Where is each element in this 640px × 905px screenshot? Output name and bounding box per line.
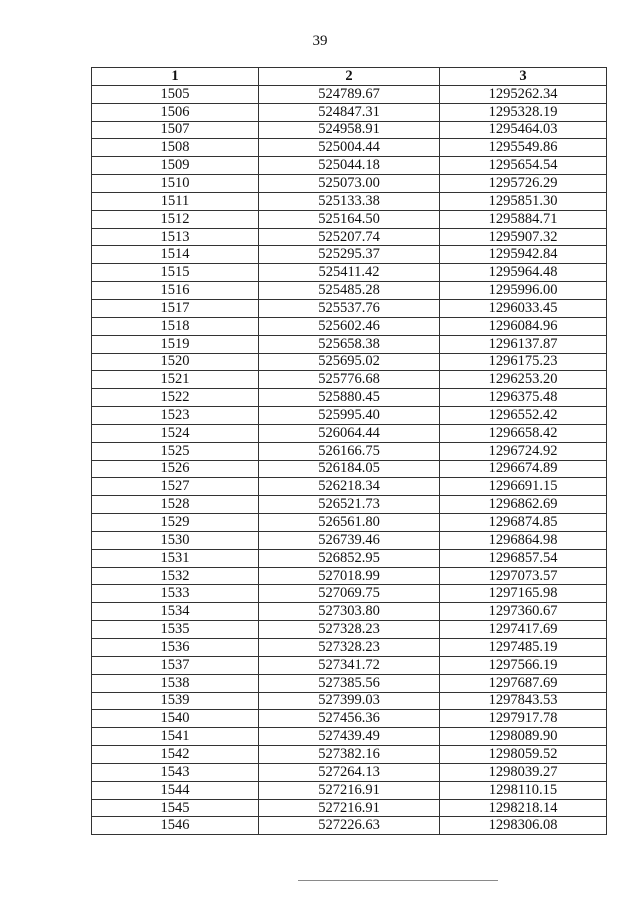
table-row xyxy=(92,299,607,317)
x-coordinate-cell: 525995.40 xyxy=(259,407,440,425)
point-number-cell: 1534 xyxy=(92,603,259,621)
x-coordinate-cell: 525658.38 xyxy=(259,335,440,353)
x-coordinate-cell: 525776.68 xyxy=(259,371,440,389)
x-coordinate-cell: 525164.50 xyxy=(259,210,440,228)
y-coordinate-cell: 1295851.30 xyxy=(440,192,607,210)
y-coordinate-cell: 1297165.98 xyxy=(440,585,607,603)
table-row xyxy=(92,460,607,478)
table-row xyxy=(92,85,607,103)
table-row xyxy=(92,157,607,175)
point-number-cell: 1512 xyxy=(92,210,259,228)
table-row xyxy=(92,603,607,621)
x-coordinate-cell: 525207.74 xyxy=(259,228,440,246)
table-row xyxy=(92,549,607,567)
y-coordinate-cell: 1295654.54 xyxy=(440,157,607,175)
column-header-3: 3 xyxy=(440,68,607,86)
point-number-cell: 1540 xyxy=(92,710,259,728)
x-coordinate-cell: 525004.44 xyxy=(259,139,440,157)
y-coordinate-cell: 1297687.69 xyxy=(440,674,607,692)
table-row xyxy=(92,210,607,228)
y-coordinate-cell: 1296674.89 xyxy=(440,460,607,478)
y-coordinate-cell: 1296175.23 xyxy=(440,353,607,371)
x-coordinate-cell: 526739.46 xyxy=(259,531,440,549)
point-number-cell: 1508 xyxy=(92,139,259,157)
table-row xyxy=(92,728,607,746)
x-coordinate-cell: 526521.73 xyxy=(259,496,440,514)
point-number-cell: 1521 xyxy=(92,371,259,389)
table-body xyxy=(92,85,607,834)
point-number-cell: 1516 xyxy=(92,282,259,300)
x-coordinate-cell: 525880.45 xyxy=(259,389,440,407)
x-coordinate-cell: 524789.67 xyxy=(259,85,440,103)
point-number-cell: 1539 xyxy=(92,692,259,710)
table-row xyxy=(92,639,607,657)
point-number-cell: 1535 xyxy=(92,621,259,639)
y-coordinate-cell: 1295726.29 xyxy=(440,175,607,193)
coordinates-table xyxy=(91,67,607,835)
table-row xyxy=(92,424,607,442)
table-row xyxy=(92,763,607,781)
point-number-cell: 1505 xyxy=(92,85,259,103)
table-row xyxy=(92,139,607,157)
point-number-cell: 1541 xyxy=(92,728,259,746)
x-coordinate-cell: 527216.91 xyxy=(259,799,440,817)
x-coordinate-cell: 527456.36 xyxy=(259,710,440,728)
y-coordinate-cell: 1295996.00 xyxy=(440,282,607,300)
x-coordinate-cell: 527226.63 xyxy=(259,817,440,835)
x-coordinate-cell: 527341.72 xyxy=(259,656,440,674)
point-number-cell: 1525 xyxy=(92,442,259,460)
table-row xyxy=(92,781,607,799)
x-coordinate-cell: 524958.91 xyxy=(259,121,440,139)
table-row xyxy=(92,478,607,496)
table-row xyxy=(92,335,607,353)
y-coordinate-cell: 1297917.78 xyxy=(440,710,607,728)
x-coordinate-cell: 525602.46 xyxy=(259,317,440,335)
table-row xyxy=(92,817,607,835)
y-coordinate-cell: 1298039.27 xyxy=(440,763,607,781)
y-coordinate-cell: 1297485.19 xyxy=(440,639,607,657)
table-row xyxy=(92,192,607,210)
point-number-cell: 1531 xyxy=(92,549,259,567)
table-row xyxy=(92,496,607,514)
y-coordinate-cell: 1298110.15 xyxy=(440,781,607,799)
table-row xyxy=(92,710,607,728)
y-coordinate-cell: 1296864.98 xyxy=(440,531,607,549)
x-coordinate-cell: 525411.42 xyxy=(259,264,440,282)
y-coordinate-cell: 1296857.54 xyxy=(440,549,607,567)
point-number-cell: 1515 xyxy=(92,264,259,282)
point-number-cell: 1546 xyxy=(92,817,259,835)
point-number-cell: 1537 xyxy=(92,656,259,674)
y-coordinate-cell: 1296724.92 xyxy=(440,442,607,460)
y-coordinate-cell: 1295262.34 xyxy=(440,85,607,103)
point-number-cell: 1519 xyxy=(92,335,259,353)
x-coordinate-cell: 527216.91 xyxy=(259,781,440,799)
x-coordinate-cell: 525044.18 xyxy=(259,157,440,175)
y-coordinate-cell: 1297417.69 xyxy=(440,621,607,639)
point-number-cell: 1532 xyxy=(92,567,259,585)
y-coordinate-cell: 1295942.84 xyxy=(440,246,607,264)
table-row xyxy=(92,674,607,692)
x-coordinate-cell: 527328.23 xyxy=(259,639,440,657)
x-coordinate-cell: 526166.75 xyxy=(259,442,440,460)
x-coordinate-cell: 527018.99 xyxy=(259,567,440,585)
x-coordinate-cell: 526852.95 xyxy=(259,549,440,567)
table-row xyxy=(92,121,607,139)
point-number-cell: 1545 xyxy=(92,799,259,817)
table-row xyxy=(92,514,607,532)
page-number: 39 xyxy=(312,33,328,49)
table-row xyxy=(92,407,607,425)
y-coordinate-cell: 1295907.32 xyxy=(440,228,607,246)
y-coordinate-cell: 1296691.15 xyxy=(440,478,607,496)
y-coordinate-cell: 1295884.71 xyxy=(440,210,607,228)
table-row xyxy=(92,264,607,282)
x-coordinate-cell: 527303.80 xyxy=(259,603,440,621)
x-coordinate-cell: 527439.49 xyxy=(259,728,440,746)
point-number-cell: 1518 xyxy=(92,317,259,335)
point-number-cell: 1523 xyxy=(92,407,259,425)
y-coordinate-cell: 1297566.19 xyxy=(440,656,607,674)
x-coordinate-cell: 525133.38 xyxy=(259,192,440,210)
y-coordinate-cell: 1297360.67 xyxy=(440,603,607,621)
x-coordinate-cell: 526184.05 xyxy=(259,460,440,478)
y-coordinate-cell: 1295464.03 xyxy=(440,121,607,139)
table-row xyxy=(92,282,607,300)
x-coordinate-cell: 527328.23 xyxy=(259,621,440,639)
table-row xyxy=(92,656,607,674)
point-number-cell: 1511 xyxy=(92,192,259,210)
x-coordinate-cell: 525073.00 xyxy=(259,175,440,193)
y-coordinate-cell: 1296862.69 xyxy=(440,496,607,514)
table-row xyxy=(92,531,607,549)
point-number-cell: 1506 xyxy=(92,103,259,121)
x-coordinate-cell: 527264.13 xyxy=(259,763,440,781)
x-coordinate-cell: 527069.75 xyxy=(259,585,440,603)
x-coordinate-cell: 526218.34 xyxy=(259,478,440,496)
table-row xyxy=(92,799,607,817)
x-coordinate-cell: 525295.37 xyxy=(259,246,440,264)
x-coordinate-cell: 525695.02 xyxy=(259,353,440,371)
point-number-cell: 1520 xyxy=(92,353,259,371)
x-coordinate-cell: 526064.44 xyxy=(259,424,440,442)
x-coordinate-cell: 526561.80 xyxy=(259,514,440,532)
x-coordinate-cell: 527399.03 xyxy=(259,692,440,710)
y-coordinate-cell: 1298059.52 xyxy=(440,746,607,764)
y-coordinate-cell: 1296033.45 xyxy=(440,299,607,317)
point-number-cell: 1510 xyxy=(92,175,259,193)
y-coordinate-cell: 1298306.08 xyxy=(440,817,607,835)
table-row xyxy=(92,389,607,407)
point-number-cell: 1538 xyxy=(92,674,259,692)
column-header-1: 1 xyxy=(92,68,259,86)
y-coordinate-cell: 1295328.19 xyxy=(440,103,607,121)
y-coordinate-cell: 1298218.14 xyxy=(440,799,607,817)
y-coordinate-cell: 1296552.42 xyxy=(440,407,607,425)
y-coordinate-cell: 1297073.57 xyxy=(440,567,607,585)
point-number-cell: 1517 xyxy=(92,299,259,317)
y-coordinate-cell: 1298089.90 xyxy=(440,728,607,746)
y-coordinate-cell: 1295964.48 xyxy=(440,264,607,282)
table-row xyxy=(92,353,607,371)
point-number-cell: 1544 xyxy=(92,781,259,799)
bottom-rule xyxy=(298,880,498,881)
header-row xyxy=(92,68,607,86)
point-number-cell: 1524 xyxy=(92,424,259,442)
table-row xyxy=(92,246,607,264)
y-coordinate-cell: 1296874.85 xyxy=(440,514,607,532)
y-coordinate-cell: 1296084.96 xyxy=(440,317,607,335)
point-number-cell: 1543 xyxy=(92,763,259,781)
y-coordinate-cell: 1295549.86 xyxy=(440,139,607,157)
point-number-cell: 1530 xyxy=(92,531,259,549)
table-row xyxy=(92,567,607,585)
table-row xyxy=(92,175,607,193)
y-coordinate-cell: 1296253.20 xyxy=(440,371,607,389)
table-row xyxy=(92,692,607,710)
point-number-cell: 1526 xyxy=(92,460,259,478)
table-row xyxy=(92,317,607,335)
table-row xyxy=(92,746,607,764)
y-coordinate-cell: 1296658.42 xyxy=(440,424,607,442)
point-number-cell: 1528 xyxy=(92,496,259,514)
x-coordinate-cell: 524847.31 xyxy=(259,103,440,121)
table-header xyxy=(92,68,607,86)
y-coordinate-cell: 1297843.53 xyxy=(440,692,607,710)
point-number-cell: 1536 xyxy=(92,639,259,657)
column-header-2: 2 xyxy=(259,68,440,86)
x-coordinate-cell: 525537.76 xyxy=(259,299,440,317)
point-number-cell: 1542 xyxy=(92,746,259,764)
y-coordinate-cell: 1296137.87 xyxy=(440,335,607,353)
point-number-cell: 1533 xyxy=(92,585,259,603)
table-row xyxy=(92,228,607,246)
point-number-cell: 1513 xyxy=(92,228,259,246)
point-number-cell: 1514 xyxy=(92,246,259,264)
point-number-cell: 1509 xyxy=(92,157,259,175)
x-coordinate-cell: 525485.28 xyxy=(259,282,440,300)
point-number-cell: 1522 xyxy=(92,389,259,407)
y-coordinate-cell: 1296375.48 xyxy=(440,389,607,407)
point-number-cell: 1527 xyxy=(92,478,259,496)
point-number-cell: 1507 xyxy=(92,121,259,139)
table-row xyxy=(92,585,607,603)
table-row xyxy=(92,442,607,460)
table-row xyxy=(92,371,607,389)
x-coordinate-cell: 527385.56 xyxy=(259,674,440,692)
point-number-cell: 1529 xyxy=(92,514,259,532)
table-row xyxy=(92,621,607,639)
x-coordinate-cell: 527382.16 xyxy=(259,746,440,764)
table-row xyxy=(92,103,607,121)
